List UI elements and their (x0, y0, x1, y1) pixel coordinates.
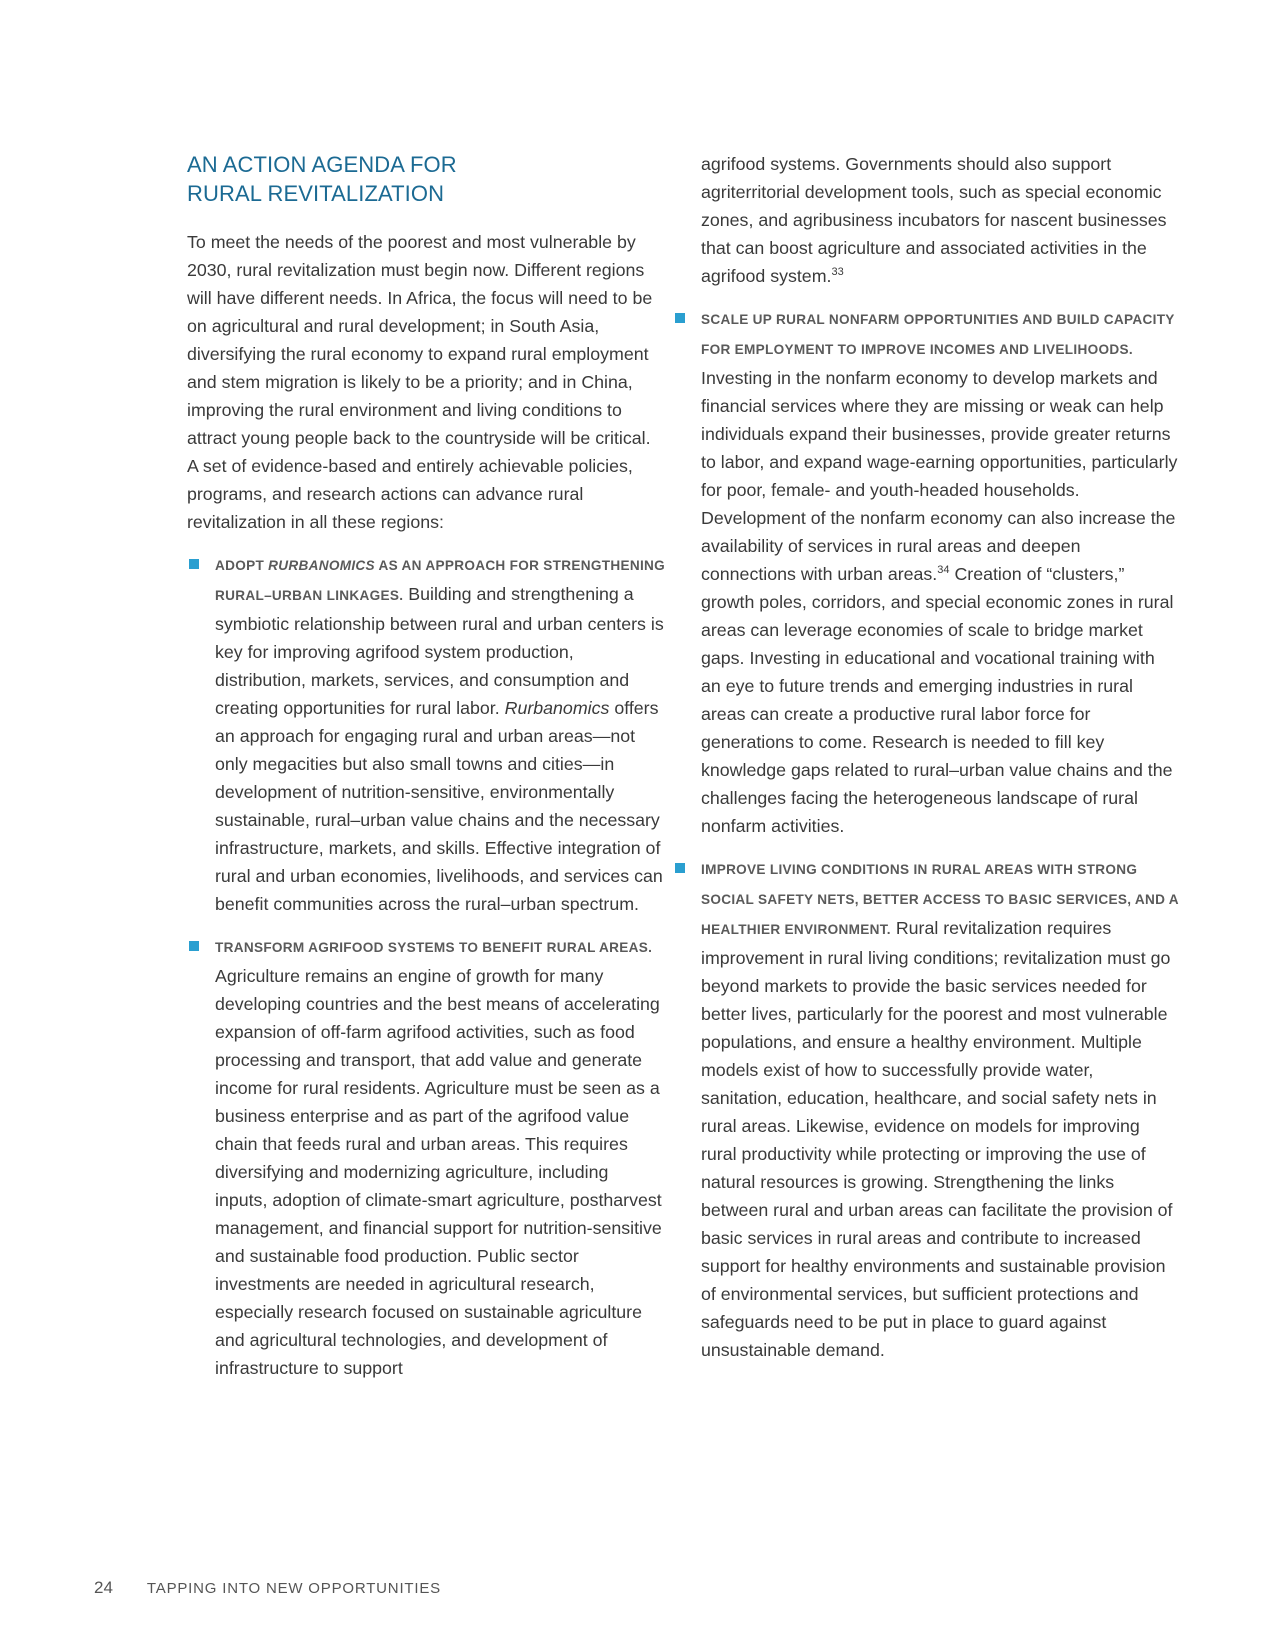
bullet-text: IMPROVE LIVING CONDITIONS IN RURAL AREAS WITH STRONG SOCIAL SAFETY NETS, BETTER ACCESS TO BASIC SERVICES, AND A HEALTHIER ENVIRONMENT. Rural revitalization requires improvement in rural living conditions; revitalization must go beyond markets to provide the basic services needed for better lives, particularly for the poorest and most vulnerable populations, and ensure a healthy environment. Multiple models exist of how to successfully provide water, sanitation, education, healthcare, and social safety nets in rural areas. Likewise, evidence on models for improving rural productivity while protecting or improving the use of natural resources is growing. Strengthening the links between rural and urban areas can facilitate the provision of basic services in rural areas and contribute to increased support for healthy environments and sustainable provision of environmental services, but sufficient protections and safeguards need to be put in place to guard against unsustainable demand. (701, 862, 1179, 1360)
square-bullet-icon (675, 313, 685, 323)
bullet-item-transform-agrifood (187, 932, 665, 1382)
bullet-item-rurbanomics (187, 550, 665, 918)
section-title (187, 150, 665, 208)
right-column (701, 150, 1179, 1378)
bullet-heading: IMPROVE LIVING CONDITIONS IN RURAL AREAS WITH STRONG SOCIAL SAFETY NETS, BETTER ACCESS TO BASIC SERVICES, AND A HEALTHIER ENVIRONMENT. (701, 862, 1179, 937)
bullet-item-living-conditions (673, 854, 1179, 1364)
bullet-heading: TRANSFORM AGRIFOOD SYSTEMS TO BENEFIT RURAL AREAS. (215, 940, 653, 955)
bullet-item-nonfarm (673, 304, 1179, 840)
footnote-ref: 34 (937, 564, 950, 576)
section-title-line2: RURAL REVITALIZATION (187, 181, 445, 206)
running-title: TAPPING INTO NEW OPPORTUNITIES (146, 1580, 441, 1597)
section-title-line1: AN ACTION AGENDA FOR (187, 152, 457, 177)
footnote-ref: 33 (831, 266, 844, 278)
square-bullet-icon (189, 559, 199, 569)
bullet-text: ADOPT RURBANOMICS AS AN APPROACH FOR STRENGTHENING RURAL–URBAN LINKAGES. Building and strengthening a symbiotic relationship between rural and urban centers is key for improving agrifood system production, distribution, markets, services, and consumption and creating opportunities for rural labor. Rurbanomics offers an approach for engaging rural and urban areas—not only megacities but also small towns and cities—in development of nutrition-sensitive, environmentally sustainable, rural–urban value chains and the necessary infrastructure, markets, and skills. Effective integration of rural and urban economies, livelihoods, and services can benefit communities across the rural–urban spectrum. (215, 558, 666, 914)
bullet-text: SCALE UP RURAL NONFARM OPPORTUNITIES AND BUILD CAPACITY FOR EMPLOYMENT TO IMPROVE INCOMES AND LIVELIHOODS. Investing in the nonfarm economy to develop markets and financial services where they are missing or weak can help individuals expand their businesses, provide greater returns to labor, and expand wage-earning opportunities, particularly for poor, female- and youth-headed households. Development of the nonfarm economy can also increase the availability of services in rural areas and deepen connections with urban areas.$^{34}$ Creation of “clusters,” growth poles, corridors, and special economic zones in rural areas can leverage economies of scale to bridge market gaps. Investing in educational and vocational training with an eye to future trends and emerging industries in rural areas can create a productive rural labor force for generations to come. Research is needed to fill key knowledge gaps related to rural–urban value chains and the challenges facing the heterogeneous landscape of rural nonfarm activities. (701, 312, 1178, 836)
bullet-heading: ADOPT RURBANOMICS AS AN APPROACH FOR STRENGTHENING RURAL–URBAN LINKAGES. (215, 558, 666, 603)
bullet-text: TRANSFORM AGRIFOOD SYSTEMS TO BENEFIT RURAL AREAS. Agriculture remains an engine of growth for many developing countries and the best means of accelerating expansion of off-farm agrifood activities, such as food processing and transport, that add value and generate income for rural residents. Agriculture must be seen as a business enterprise and as part of the agrifood value chain that feeds rural and urban areas. This requires diversifying and modernizing agriculture, including inputs, adoption of climate-smart agriculture, postharvest management, and financial support for nutrition-sensitive and sustainable food production. Public sector investments are needed in agricultural research, especially research focused on sustainable agriculture and agricultural technologies, and development of infrastructure to support (215, 940, 662, 1378)
intro-paragraph: To meet the needs of the poorest and most vulnerable by 2030, rural revitalization must begin now. Different regions will have different needs. In Africa, the focus will need to be on agricultural and rural development; in South Asia, diversifying the rural economy to expand rural employment and stem migration is likely to be a priority; and in China, improving the rural environment and living conditions to attract young people back to the countryside will be critical. A set of evidence-based and entirely achievable policies, programs, and research actions can advance rural revitalization in all these regions: (187, 232, 653, 532)
square-bullet-icon (189, 941, 199, 951)
left-column (187, 150, 665, 1396)
page-number: 24 (94, 1578, 113, 1597)
bullet-continuation: agrifood systems. Governments should also support agriterritorial development tools, such as special economic zones, and agribusiness incubators for nascent businesses that can boost agriculture and associated activities in the agrifood system.$^{33}$ (701, 154, 1167, 286)
bullet-heading: SCALE UP RURAL NONFARM OPPORTUNITIES AND BUILD CAPACITY FOR EMPLOYMENT TO IMPROVE INCOMES AND LIVELIHOODS. (701, 312, 1175, 357)
page-footer (94, 1578, 441, 1598)
square-bullet-icon (675, 863, 685, 873)
